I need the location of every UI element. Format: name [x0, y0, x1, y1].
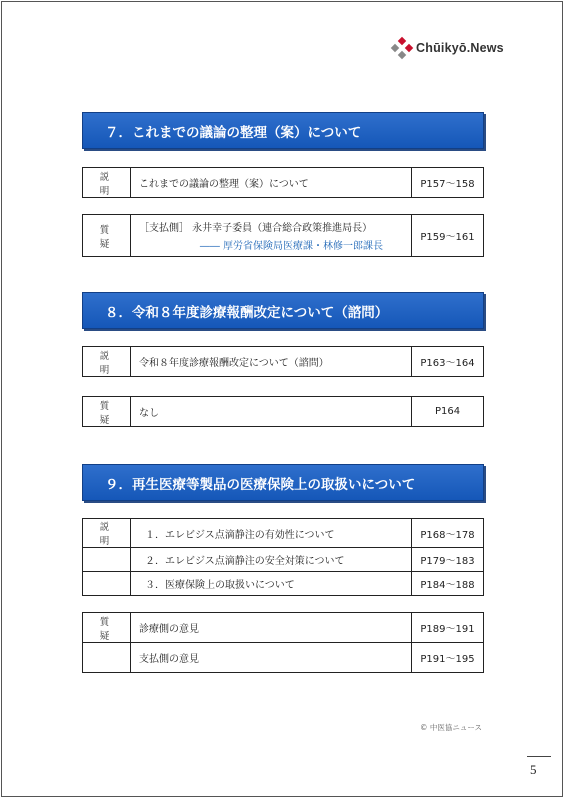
qa-label: 質 疑: [83, 215, 131, 257]
page-range: P184～188: [412, 572, 484, 596]
section-8-explain-table: [82, 346, 484, 377]
page-range: P157～158: [412, 168, 484, 198]
page-range: P168～178: [412, 519, 484, 548]
table-row: [83, 347, 484, 377]
empty-label-cell: [83, 548, 131, 572]
page-range: P163～164: [412, 347, 484, 377]
page-range: P191～195: [412, 643, 484, 673]
section-9-qa-table: [82, 612, 484, 673]
section-7-header: ７．これまでの議論の整理（案）について: [82, 112, 484, 149]
copyright: © 中医協ニュース: [420, 723, 483, 732]
qa-label: 質 疑: [83, 613, 131, 643]
table-row: [83, 613, 484, 643]
page-range: P189～191: [412, 613, 484, 643]
footer-divider: [527, 756, 551, 757]
page-range: P179～183: [412, 548, 484, 572]
page-number: 5: [530, 762, 537, 777]
empty-label-cell: [83, 572, 131, 596]
explain-label: 説 明: [83, 347, 131, 377]
explain-item[interactable]: 令和８年度診療報酬改定について（諮問）: [131, 347, 412, 377]
qa-speaker-name: ［支払側］ 永井幸子委員（連合総合政策推進局長）: [139, 223, 373, 234]
explain-item[interactable]: これまでの議論の整理（案）について: [131, 168, 412, 198]
page-range: P159～161: [412, 215, 484, 257]
table-row: [83, 215, 484, 257]
explain-item[interactable]: ２．エレビジス点滴静注の安全対策について: [131, 548, 412, 572]
qa-item: 支払側の意見: [131, 643, 412, 673]
table-row: [83, 168, 484, 198]
qa-item: 診療側の意見: [131, 613, 412, 643]
section-9-explain-table: [82, 518, 484, 596]
section-8-qa-table: [82, 396, 484, 427]
section-7-explain-table: [82, 167, 484, 198]
page-range: P164: [412, 397, 484, 427]
table-row: [83, 397, 484, 427]
section-7-qa-table: [82, 214, 484, 257]
qa-speaker: [131, 215, 412, 257]
explain-item[interactable]: １．エレビジス点滴静注の有効性について: [131, 519, 412, 548]
table-row: [83, 572, 484, 596]
qa-label: 質 疑: [83, 397, 131, 427]
qa-text: なし: [131, 397, 412, 427]
logo-text: Chūikyō.News: [416, 41, 504, 55]
logo-mark-icon: [392, 38, 412, 58]
table-row: [83, 519, 484, 548]
explain-item[interactable]: ３．医療保険上の取扱いについて: [131, 572, 412, 596]
qa-responder: ―― 厚労省保険局医療課・林修一郎課長: [199, 241, 383, 252]
table-row: [83, 548, 484, 572]
logo: [392, 38, 504, 58]
explain-label: 説 明: [83, 519, 131, 548]
empty-label-cell: [83, 643, 131, 673]
table-row: [83, 643, 484, 673]
explain-label: 説 明: [83, 168, 131, 198]
section-8-header: ８．令和８年度診療報酬改定について（諮問）: [82, 292, 484, 329]
section-9-header: ９．再生医療等製品の医療保険上の取扱いについて: [82, 464, 484, 501]
